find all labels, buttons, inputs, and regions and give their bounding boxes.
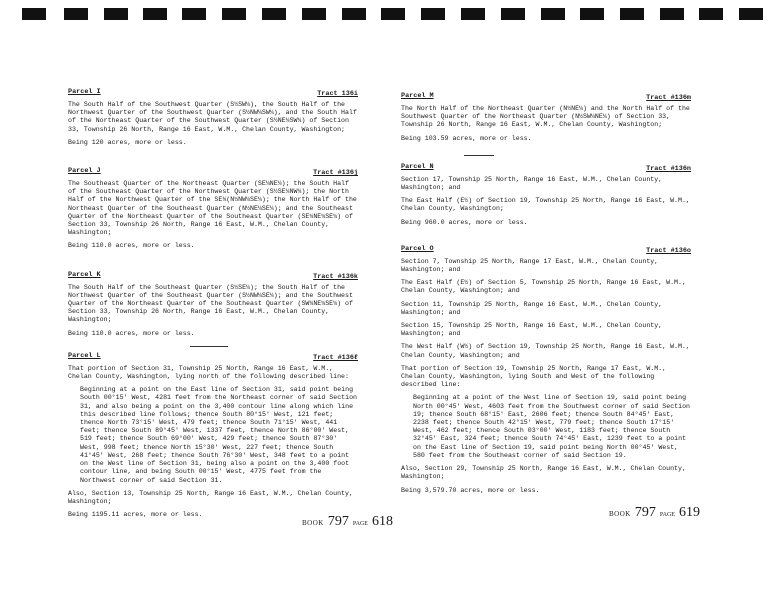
punch-mark (143, 8, 167, 20)
tract-label: Tract #136n (646, 164, 691, 173)
book-page-stamp-right (609, 503, 700, 521)
punch-mark (580, 8, 604, 20)
divider-mark (464, 155, 494, 156)
right-page (401, 92, 691, 500)
punch-mark (64, 8, 88, 20)
boundary-description: Beginning at a point of the West line of Section 19, said point being North 00°45' West, 4603 feet from the Southwest corner of said Section 19; thence South 68°15' East, 2606 feet; thence South 84°45' East, 2238 feet; thence South 42°15' West, 779 feet; thence South 17°15' West, 462 feet; thence South 03°00' West, 1183 feet; thence South 32°45' East, 324 feet; thence South 74°45' East, 1239 feet to a point on the East line of Section 19, said point being North 00°45' West, 580 feet from the Southeast corner of said Section 19. (413, 394, 690, 459)
acreage-text: Being 110.0 acres, more or less. (68, 329, 195, 337)
parcel-section (401, 245, 691, 495)
left-page (68, 88, 358, 524)
punch-mark (541, 8, 565, 20)
tract-label: Tract 136i (317, 90, 358, 98)
punch-mark (222, 8, 246, 20)
parcel-description: The Southeast Quarter of the Northeast Quarter (SE¼NE¼); the South Half of the Southeast Quarter of the Northwest Quarter (S½SE¼NW¼); the North Half of the Northwest Quarter of the SE¼(N½NW¼SE¼); the North Half of the Northeast Quarter of the Southeast Quarter (N½NE¼SE¼); and the Southeast Quarter of the Northeast Quarter of the Southeast Quarter (SE¼NE¼SE¼) of Section 33, Township 26 North, Range 16 East, W.M., Chelan County, Washington; (68, 180, 357, 237)
page-number: 619 (678, 505, 700, 520)
parcel-section (68, 352, 358, 519)
parcel-description: The North Half of the Northeast Quarter (N½NE¼) and the North Half of the Southwest Quarter of the Northeast Quarter (N½SW¼NE¼) of Section 33, Township 26 North, Range 16 East, W.M., Chelan County, Washington; (401, 105, 690, 129)
punch-mark (421, 8, 445, 20)
punch-mark (381, 8, 405, 20)
parcel-section (68, 167, 358, 251)
parcel-section (68, 271, 358, 338)
parcel-section (68, 88, 358, 147)
page-word: PAGE (659, 512, 675, 518)
parcel-label: Parcel J (68, 167, 101, 176)
parcel-section (401, 92, 691, 143)
book-number: 797 (634, 505, 656, 520)
parcel-description: The South Half of the Southeast Quarter (S½SE¼); the South Half of the Northwest Quarter of the Southeast Quarter (S½NW¼SE¼); and the Southwest Quarter of the Northeast Quarter of the Southeast Quarter (SW¼NE¼SE¼) of Section 33, Township 26 North, Range 16 East, W.M., Chelan County, Washington; (68, 283, 353, 324)
parcel-description: Section 15, Township 25 North, Range 16 East, W.M., Chelan County, Washington; and (401, 322, 663, 338)
acreage-text: Being 3,579.70 acres, more or less. (401, 486, 540, 494)
page-word: PAGE (352, 521, 368, 527)
book-page-stamp-left (302, 512, 393, 530)
parcel-label: Parcel K (68, 270, 101, 279)
tract-label: Tract #136j (313, 169, 358, 178)
tract-label: Tract #136ℓ (313, 353, 358, 362)
acreage-text: Being 960.0 acres, more or less. (401, 218, 528, 226)
parcel-label: Parcel M (401, 92, 434, 100)
parcel-description: Also, Section 29, Township 25 North, Range 16 East, W.M., Chelan County, Washington; (401, 465, 686, 481)
parcel-description: Section 7, Township 25 North, Range 17 East, W.M., Chelan County, Washington; and (401, 257, 659, 274)
parcel-description: That portion of Section 19, Township 25 North, Range 17 East, W.M., Chelan County, Washington, lying South and West of the following described line: (401, 364, 667, 389)
acreage-text: Being 120 acres, more or less. (68, 138, 187, 146)
parcel-description: Section 17, Township 25 North, Range 16 East, W.M., Chelan County, Washington; and (401, 175, 663, 192)
punch-mark (104, 8, 128, 20)
acreage-text: Being 103.59 acres, more or less. (401, 134, 532, 142)
punch-mark (501, 8, 525, 20)
parcel-label: Parcel N (401, 162, 434, 171)
parcel-description: Section 11, Township 25 North, Range 16 East, W.M., Chelan County, Washington; and (401, 300, 663, 316)
punch-mark (22, 8, 46, 20)
parcel-description: The South Half of the Southwest Quarter (S½SW¼), the South Half of the Northwest Quarter of the Southwest Quarter (S½NW¼SW¼), and the South Half of the Northeast Quarter of the Southwest Quarter (S½NE¼SW¼) of Section 33, Township 26 North, Range 16 East, W.M., Chelan County, Washington; (68, 101, 357, 133)
book-number: 797 (327, 514, 349, 529)
punch-mark (699, 8, 723, 20)
parcel-label: Parcel I (68, 88, 101, 96)
parcel-description: Also, Section 13, Township 25 North, Range 16 East, W.M., Chelan County, Washington; (68, 489, 353, 505)
book-word: BOOK (302, 519, 324, 527)
book-word: BOOK (609, 510, 631, 518)
punch-mark (620, 8, 644, 20)
punch-mark (302, 8, 326, 20)
acreage-text: Being 110.0 acres, more or less. (68, 242, 195, 250)
parcel-description: The West Half (W½) of Section 19, Township 25 North, Range 16 East, W.M., Chelan County, Washington; and (401, 343, 690, 359)
parcel-label: Parcel L (68, 351, 101, 360)
punch-mark (262, 8, 286, 20)
punch-mark (182, 8, 206, 20)
punch-mark (461, 8, 485, 20)
tract-label: Tract #136m (646, 94, 691, 102)
punch-mark (342, 8, 366, 20)
divider-mark (190, 346, 228, 347)
tract-label: Tract #136o (646, 246, 691, 255)
tract-label: Tract #136k (313, 272, 358, 281)
parcel-description: The East Half (E½) of Section 19, Township 25 North, Range 16 East, W.M., Chelan County, Washington; (401, 197, 690, 213)
parcel-label: Parcel O (401, 244, 434, 253)
parcel-description: That portion of Section 31, Township 25 North, Range 16 East, W.M., Chelan County, Washington, lying north of the following described line: (68, 364, 349, 381)
punch-mark (739, 8, 763, 20)
punch-mark (660, 8, 684, 20)
acreage-text: Being 1195.11 acres, more or less. (68, 511, 203, 519)
page-number: 618 (371, 514, 393, 529)
parcel-description: The East Half (E½) of Section 5, Township 25 North, Range 16 East, W.M., Chelan County, Washington; and (401, 279, 686, 295)
boundary-description: Beginning at a point on the East line of Section 31, said point being South 00°15' West, 4281 feet from the Northeast corner of said Section 31, and also being a point on the 3,400 contour line along which line this described line follows; thence South 80°15' West, 121 feet; thence North 73°15' West, 479 feet; thence South 71°15' West, 441 feet; thence South 89°45' West, 1337 feet, thence North 86°00' West, 519 feet; thence South 69°00' West, 429 feet; thence South 87°30' West, 998 feet; thence North 15°30' West, 227 feet; thence South 41°45' West, 268 feet; thence South 76°30' West, 348 feet to a point on the West line of Section 31, being also a point on the 3,400 foot contour line, and being South 00°15' West, 4775 feet from the Northwest corner of said Section 31. (80, 386, 357, 484)
parcel-section (401, 163, 691, 227)
